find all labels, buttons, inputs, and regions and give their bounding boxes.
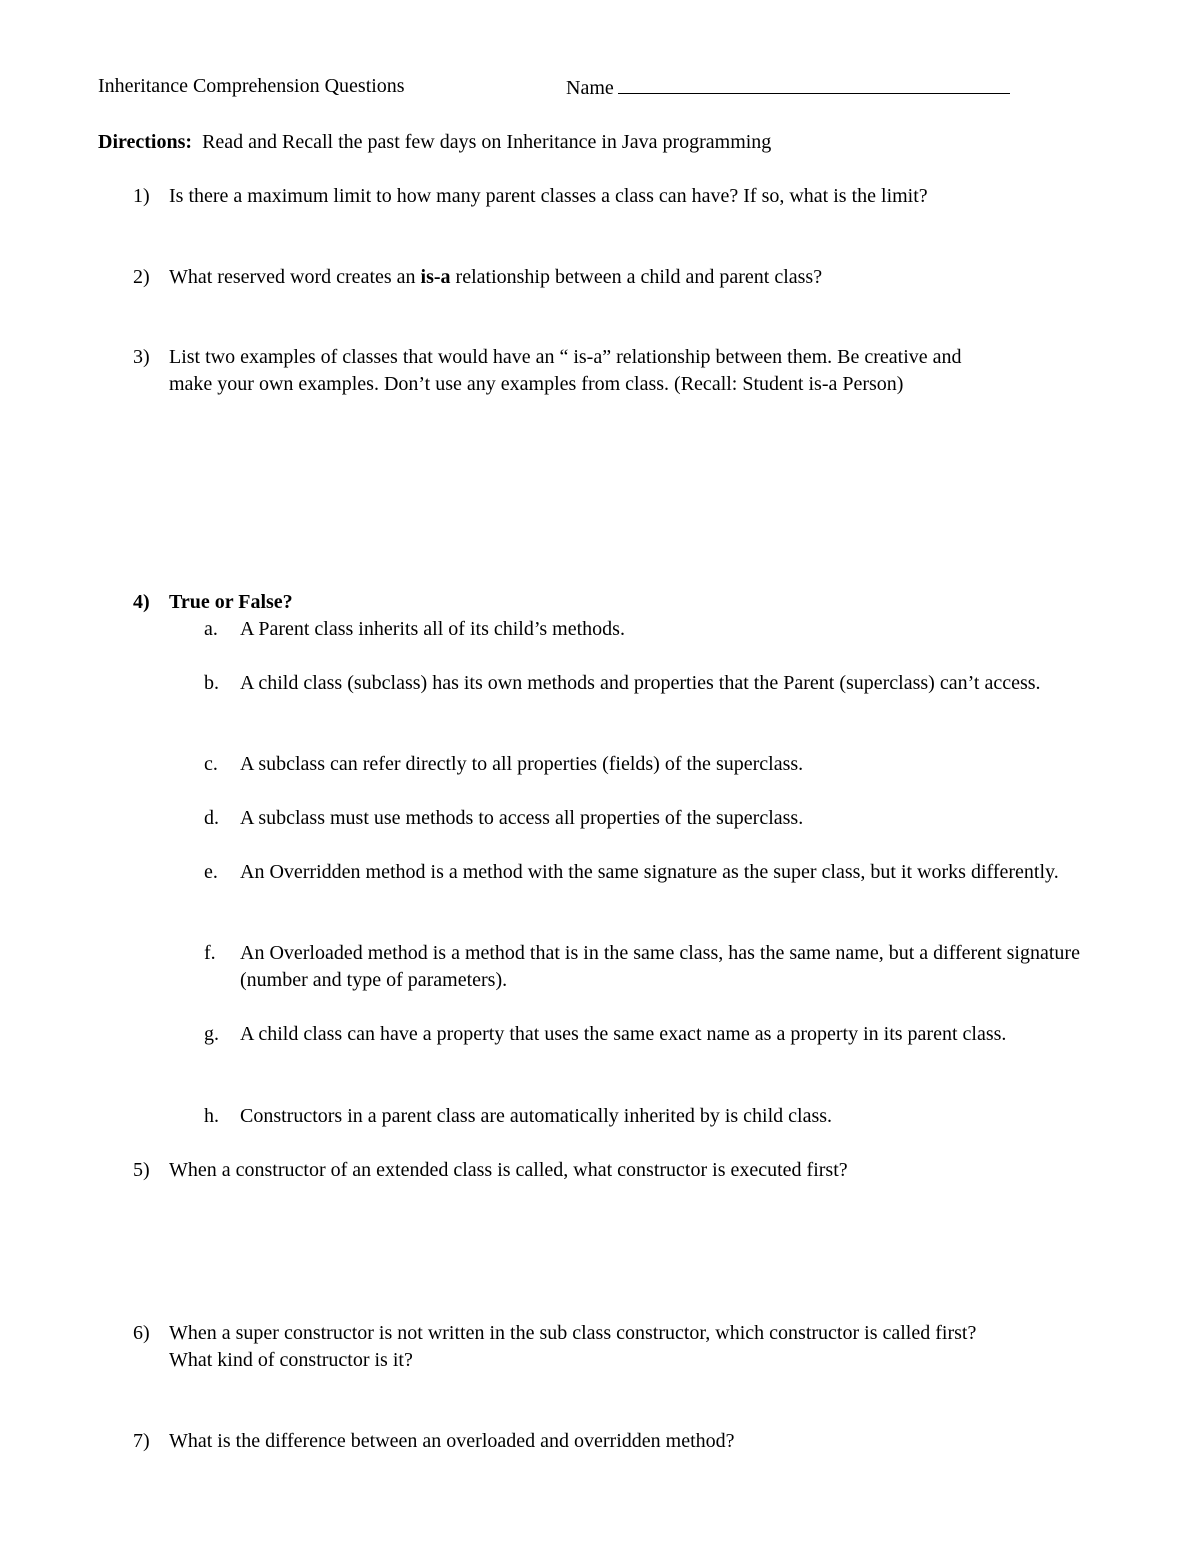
q4-item-letter: c. — [204, 753, 218, 775]
q6-text-line2: What kind of constructor is it? — [169, 1349, 413, 1371]
worksheet-title: Inheritance Comprehension Questions — [98, 75, 405, 97]
q4-item-text: An Overridden method is a method with the same signature as the super class, but it works differently. — [240, 861, 1059, 883]
q6-number: 6) — [133, 1322, 150, 1344]
q1-text: Is there a maximum limit to how many parent classes a class can have? If so, what is the limit? — [169, 185, 928, 207]
q4-item-text: An Overloaded method is a method that is in the same class, has the same name, but a different signature (number and type of parameters). — [240, 942, 1080, 991]
q4-item-letter: a. — [204, 618, 218, 640]
directions-text: Read and Recall the past few days on Inheritance in Java programming — [202, 131, 772, 153]
q4-item-letter: f. — [204, 942, 216, 964]
q7-number: 7) — [133, 1430, 150, 1452]
q4-number: 4) — [133, 591, 150, 613]
q4-item-letter: e. — [204, 861, 218, 883]
q3-text-line2: make your own examples. Don’t use any examples from class. (Recall: Student is-a Person) — [169, 373, 904, 395]
q4-item-letter: b. — [204, 672, 219, 694]
q1-number: 1) — [133, 185, 150, 207]
name-field[interactable] — [566, 73, 1010, 102]
q2-text-after: relationship between a child and parent class? — [450, 266, 823, 288]
q5-number: 5) — [133, 1159, 150, 1181]
q2-keyword: is-a — [420, 266, 451, 288]
q4-item-text: Constructors in a parent class are automatically inherited by is child class. — [240, 1105, 833, 1127]
directions — [98, 129, 771, 156]
q2-text — [169, 264, 1129, 291]
q4-item-text: A subclass can refer directly to all properties (fields) of the superclass. — [240, 753, 804, 775]
q4-item-letter: h. — [204, 1105, 219, 1127]
q3-number: 3) — [133, 346, 150, 368]
q4-item-letter: d. — [204, 807, 219, 829]
q4-item-text: A Parent class inherits all of its child’s methods. — [240, 618, 625, 640]
q2-number: 2) — [133, 266, 150, 288]
q4-item-letter: g. — [204, 1023, 219, 1045]
q6-text-line1: When a super constructor is not written in the sub class constructor, which constructor is called first? — [169, 1322, 977, 1344]
q7-text: What is the difference between an overloaded and overridden method? — [169, 1430, 735, 1452]
q3-text-line1: List two examples of classes that would have an “ is-a” relationship between them. Be creative and — [169, 346, 962, 368]
directions-label: Directions: — [98, 131, 193, 153]
q5-text: When a constructor of an extended class is called, what constructor is executed first? — [169, 1159, 848, 1181]
q4-item-text: A child class can have a property that uses the same exact name as a property in its parent class. — [240, 1023, 1007, 1045]
name-label: Name — [566, 77, 614, 99]
q2-text-before: What reserved word creates an — [169, 266, 421, 288]
name-blank-line[interactable] — [618, 73, 1010, 94]
q4-item-text: A child class (subclass) has its own methods and properties that the Parent (superclass) can’t access. — [240, 672, 1041, 694]
q4-title: True or False? — [169, 591, 293, 613]
q4-item-text: A subclass must use methods to access all properties of the superclass. — [240, 807, 804, 829]
